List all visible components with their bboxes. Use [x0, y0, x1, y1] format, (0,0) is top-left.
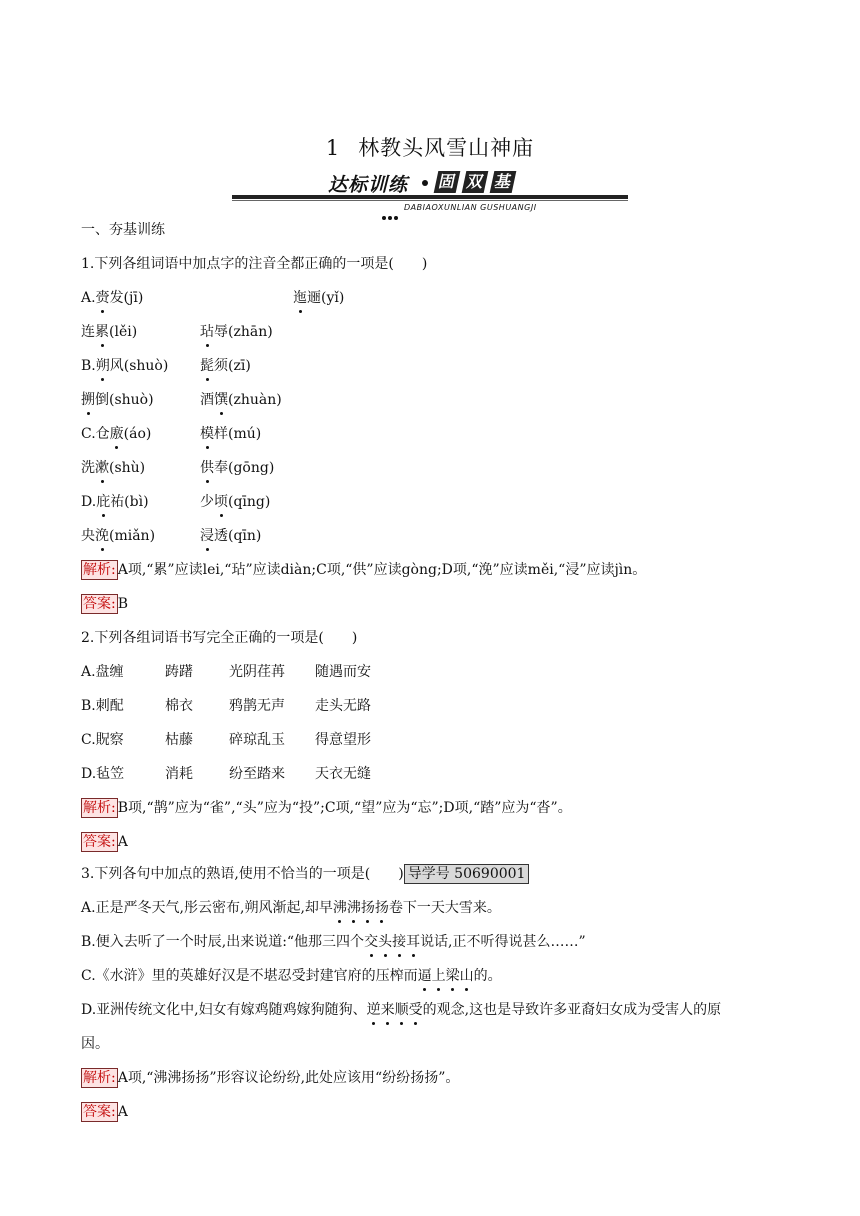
analysis-text: A项,“沸沸扬扬”形容议论纷纷,此处应该用“纷纷扬扬”。 [117, 1070, 460, 1086]
option-text: D.亚洲传统文化中,妇女有嫁鸡随鸡嫁狗随狗、 [81, 1002, 367, 1018]
banner-dot [422, 180, 428, 186]
analysis-tag: 解析: [83, 800, 116, 816]
analysis-text: B项,“鹊”应为“雀”,“头”应为“投”;C项,“望”应为“忘”;D项,“踏”应为“沓”。 [117, 800, 572, 816]
word: 随遇而安 [315, 664, 371, 680]
option-text: (áo) [123, 426, 152, 442]
dotted-char: 朔 [95, 358, 110, 374]
q1-answer [81, 594, 128, 614]
dotted-phrase [333, 900, 389, 916]
banner-subtitle: DABIAOXUNLIAN GUSHUANGJI [404, 203, 537, 212]
option-text: (shù) [109, 460, 146, 476]
option-text: (lěi) [109, 324, 138, 340]
word: 消耗 [165, 766, 193, 782]
answer-tag: 答案: [83, 596, 116, 612]
option-text: 的观念,这也是导致许多亚裔妇女成为受害人的原 [422, 1002, 722, 1018]
dotted-char: 髭 [200, 358, 214, 374]
word: 枯藤 [165, 732, 193, 748]
option-text: 卷下一天大雪来。 [388, 900, 501, 916]
q1-analysis [81, 560, 646, 580]
dotted-char: 接 [392, 934, 407, 950]
option-text: 须(zī) [214, 358, 251, 374]
dotted-chars [364, 934, 420, 950]
option-text: (zhuàn) [228, 392, 282, 408]
dotted-char: 山 [459, 968, 474, 984]
option-text: 倒(shuò) [95, 392, 154, 408]
word: 踌躇 [165, 664, 193, 680]
banner-label: 达标训练 [328, 174, 409, 196]
option-text: 说话,正不听得说甚么……” [420, 934, 586, 950]
option-text: 的。 [473, 968, 502, 984]
option-text: 酒 [200, 392, 214, 408]
dotted-char: 漱 [95, 460, 109, 476]
dotted-chars [333, 900, 389, 916]
dotted-char: 顷 [214, 494, 228, 510]
dotted-char: 馔 [214, 392, 228, 408]
option-text: 祐(bì) [110, 494, 149, 510]
q2-option-d [81, 764, 371, 784]
q2-answer [81, 832, 128, 852]
lesson-title: 林教头风雪山神庙 [358, 136, 535, 160]
word: 棉衣 [165, 698, 193, 714]
word: D.毡笠 [81, 766, 125, 782]
q1-option-b-row1 [81, 356, 251, 376]
answer-text: A [117, 1104, 128, 1120]
guide-number-box: 导学号 50690001 [404, 864, 530, 884]
dotted-chars [367, 1002, 423, 1018]
dotted-char: 累 [95, 324, 109, 340]
dotted-char: 交 [364, 934, 379, 950]
analysis-text: A项,“累”应读lei,“玷”应读diàn;C项,“供”应读gòng;D项,“浼”应读měi,“浸”应读jìn。 [117, 562, 647, 578]
option-prefix: A. [81, 290, 96, 306]
q3-stem [81, 864, 529, 884]
option-text: B.便入去听了一个时辰,出来说道:“他那三四个 [81, 934, 365, 950]
banner-char-2: 双 [462, 171, 489, 193]
question-text: 3.下列各句中加点的熟语,使用不恰当的一项是( ) [81, 866, 404, 882]
banner-char-3: 基 [490, 171, 517, 193]
dotted-char: 浼 [95, 528, 109, 544]
answer-tag: 答案: [83, 834, 116, 850]
word: 光阴荏苒 [229, 664, 285, 680]
word: 鸦鹊无声 [229, 698, 285, 714]
dotted-chars [418, 968, 474, 984]
answer-text: A [117, 834, 128, 850]
q1-option-d-row1 [81, 492, 271, 512]
q1-option-c-row1 [81, 424, 262, 444]
word: A.盘缠 [81, 664, 124, 680]
dotted-char: 逼 [417, 968, 432, 984]
banner-rule-thin [232, 200, 628, 201]
word: 得意望形 [315, 732, 371, 748]
dotted-char: 逆 [366, 1002, 381, 1018]
dotted-char: 庇 [96, 494, 111, 510]
q3-option-d-cont: 因。 [81, 1036, 109, 1052]
option-text: (qīng) [228, 494, 271, 510]
dotted-char: 上 [431, 968, 446, 984]
dotted-char: 耳 [406, 934, 421, 950]
q3-option-d [81, 1000, 721, 1020]
option-text: 逦(yǐ) [307, 290, 345, 306]
option-text: 发(jī) [109, 290, 144, 306]
dotted-char: 来 [380, 1002, 395, 1018]
option-text: 连 [81, 324, 95, 340]
option-prefix: C.仓 [81, 426, 110, 442]
answer-tag: 答案: [83, 1104, 116, 1120]
option-text: 奉(gōng) [214, 460, 275, 476]
dotted-char: 头 [378, 934, 393, 950]
banner-rule [232, 195, 628, 199]
q1-option-d-row2 [81, 526, 262, 546]
dotted-char: 赍 [95, 290, 110, 306]
q3-option-a [81, 898, 501, 918]
option-text: 辱(zhān) [214, 324, 273, 340]
q2-analysis [81, 798, 572, 818]
section-heading: 一、夯基训练 [81, 222, 165, 238]
q1-option-b-row2 [81, 390, 282, 410]
option-text: 洗 [81, 460, 95, 476]
page-title [0, 132, 860, 162]
option-text: 少 [200, 494, 214, 510]
dotted-char: 迤 [293, 290, 307, 306]
dotted-char: 搠 [81, 392, 95, 408]
dotted-char: 沸 [346, 900, 361, 916]
dotted-char: 廒 [109, 426, 124, 442]
dotted-char: 梁 [445, 968, 460, 984]
option-prefix: B. [81, 358, 96, 374]
option-text: 透(qīn) [214, 528, 262, 544]
q1-stem: 1.下列各组词语中加点字的注音全都正确的一项是( ) [81, 256, 428, 272]
q2-option-c [81, 730, 371, 750]
dotted-char: 扬 [374, 900, 389, 916]
word: 走头无路 [315, 698, 371, 714]
q1-option-c-row2 [81, 458, 275, 478]
option-text: C.《水浒》里的英雄好汉是不堪忍受封建官府的压榨而 [81, 968, 418, 984]
option-text: 样(mú) [214, 426, 262, 442]
option-text: (miǎn) [109, 528, 156, 544]
answer-text: B [117, 596, 129, 612]
word: 碎琼乱玉 [229, 732, 285, 748]
q1-option-a-row1 [81, 288, 345, 308]
lesson-number: 1 [325, 136, 341, 160]
banner-sub-dots [382, 205, 400, 224]
dotted-char: 浸 [200, 528, 214, 544]
analysis-tag: 解析: [83, 562, 116, 578]
section-banner [232, 168, 628, 214]
q1-option-a-row2 [81, 322, 273, 342]
word: C.貺察 [81, 732, 124, 748]
analysis-tag: 解析: [83, 1070, 116, 1086]
option-prefix: D. [81, 494, 97, 510]
q2-option-b [81, 696, 371, 716]
q3-analysis [81, 1068, 459, 1088]
dotted-char: 顺 [394, 1002, 409, 1018]
q3-option-c [81, 966, 502, 986]
q2-stem: 2.下列各组词语书写完全正确的一项是( ) [81, 630, 358, 646]
dotted-char: 供 [200, 460, 214, 476]
banner-char-1: 固 [434, 171, 461, 193]
word: 天衣无缝 [315, 766, 371, 782]
word: 纷至踏来 [229, 766, 285, 782]
option-text: 风(shuò) [109, 358, 169, 374]
dotted-char: 沸 [332, 900, 347, 916]
option-text: 央 [81, 528, 95, 544]
word: B.刺配 [81, 698, 124, 714]
option-text: A.正是严冬天气,彤云密布,朔风渐起,却早 [81, 900, 333, 916]
q3-option-b [81, 932, 586, 952]
q2-option-a [81, 662, 371, 682]
dotted-char: 模 [200, 426, 214, 442]
dotted-char: 受 [408, 1002, 423, 1018]
dotted-char: 玷 [200, 324, 214, 340]
dotted-char: 扬 [360, 900, 375, 916]
q3-answer [81, 1102, 128, 1122]
